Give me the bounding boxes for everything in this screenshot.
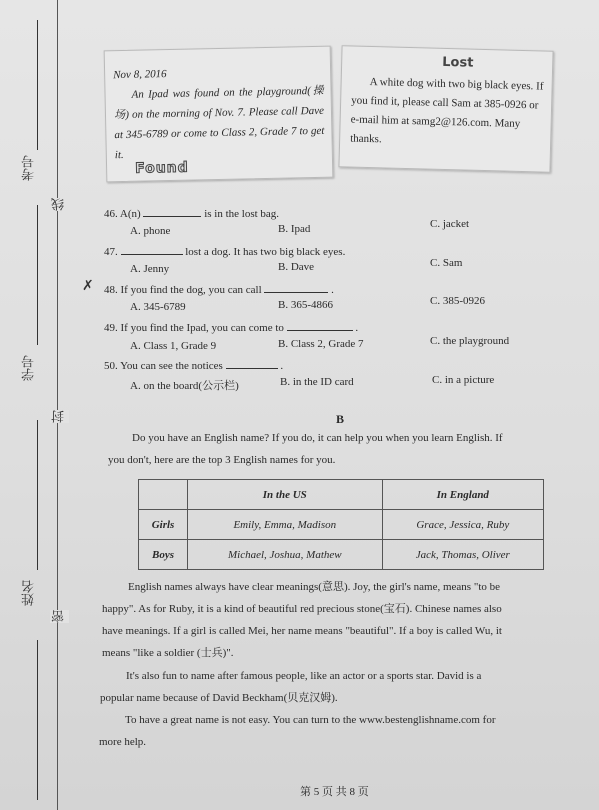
table-cell: Grace, Jessica, Ruby <box>382 510 543 540</box>
student-no-line <box>37 205 38 345</box>
option-c[interactable]: C. in a picture <box>432 374 495 386</box>
lost-notice-title: Lost <box>442 54 474 71</box>
question-number: 50. <box>104 360 118 372</box>
handwritten-correction-mark: ✗ <box>82 278 94 294</box>
option-c[interactable]: C. the playground <box>430 335 510 347</box>
question-number: 48. <box>104 284 118 296</box>
text-line: happy". As for Ruby, it is a kind of beautiful red precious stone(宝石). Chinese names also <box>102 603 502 615</box>
text-line: means "like a soldier (士兵)". <box>102 647 234 659</box>
question-48 <box>104 282 334 296</box>
names-table <box>138 479 544 570</box>
option-b[interactable]: B. in the ID card <box>280 376 354 388</box>
seal-char-line: 线 <box>52 198 67 211</box>
question-text-pre: If you find the dog, you can call <box>120 284 262 296</box>
option-c[interactable]: C. Sam <box>430 257 463 269</box>
text-line: you don't, here are the top 3 English names for you. <box>108 454 336 466</box>
question-text-post: is in the lost bag. <box>204 208 280 220</box>
seal-char-seal: 封 <box>52 410 67 423</box>
question-text-post: lost a dog. It has two big black eyes. <box>185 246 346 258</box>
seal-dashed-line <box>57 0 58 810</box>
exam-no-line <box>37 20 38 150</box>
seal-char-secret: 密 <box>52 610 67 623</box>
option-b[interactable]: B. 365-4866 <box>278 299 333 311</box>
question-number: 46. <box>104 208 118 220</box>
question-number: 49. <box>104 322 118 334</box>
option-b[interactable]: B. Ipad <box>278 223 311 235</box>
option-a[interactable]: A. Class 1, Grade 9 <box>130 340 217 352</box>
answer-blank[interactable] <box>143 206 201 217</box>
name-line <box>37 420 38 570</box>
question-text-post: . <box>355 322 359 334</box>
question-text-pre: A(n) <box>119 208 141 220</box>
found-notice-card <box>104 46 334 183</box>
option-c[interactable]: C. 385-0926 <box>430 295 485 307</box>
question-text-pre: If you find the Ipad, you can come to <box>120 322 284 334</box>
table-cell: Jack, Thomas, Oliver <box>382 540 543 570</box>
question-text-pre: You can see the notices <box>120 360 223 372</box>
help-paragraph <box>99 709 496 753</box>
lost-notice-body: A white dog with two big black eyes. If you find it, please call Sam at 385-0926 or e-mail him at samg2@126.com. Many thanks. <box>350 75 544 146</box>
meaning-paragraph <box>102 576 502 664</box>
option-a[interactable]: A. Jenny <box>130 263 170 275</box>
table-header-cell <box>139 480 188 510</box>
table-cell: Emily, Emma, Madison <box>188 510 383 540</box>
text-line: have meanings. If a girl is called Mei, her name means "beautiful". If a boy is called Wu, it <box>102 625 502 637</box>
text-line: It's also fun to name after famous people, like an actor or a sports star. David is a <box>126 670 482 682</box>
answer-blank[interactable] <box>287 320 353 331</box>
class-line <box>37 640 38 800</box>
answer-blank[interactable] <box>121 244 183 255</box>
question-46 <box>104 206 279 220</box>
table-header-row <box>139 480 544 510</box>
option-a[interactable]: A. phone <box>130 225 171 237</box>
option-b[interactable]: B. Class 2, Grade 7 <box>278 338 364 350</box>
option-a[interactable]: A. on the board(公示栏) <box>130 380 239 392</box>
answer-blank[interactable] <box>226 358 278 369</box>
page-footer: 第 5 页 共 8 页 <box>300 786 369 798</box>
name-label: 姓名 <box>22 580 37 606</box>
table-header-cell: In England <box>382 480 543 510</box>
found-notice-date: Nov 8, 2016 <box>113 68 167 82</box>
text-line: English names always have clear meanings(意思). Joy, the girl's name, means "to be <box>128 581 501 593</box>
question-49 <box>104 320 358 334</box>
binding-margin <box>0 0 95 810</box>
question-50 <box>104 358 283 372</box>
question-47 <box>104 244 345 258</box>
text-line: popular name because of David Beckham(贝克汉姆). <box>100 692 338 704</box>
intro-paragraph <box>108 427 503 471</box>
found-notice-text <box>113 61 325 165</box>
text-line: Do you have an English name? If you do, it can help you when you learn English. If <box>132 432 503 444</box>
famous-paragraph <box>100 665 481 709</box>
exam-no-label: 考号 <box>22 155 37 181</box>
option-b[interactable]: B. Dave <box>278 261 315 273</box>
table-header-cell: In the US <box>188 480 383 510</box>
question-text-post: . <box>331 284 334 296</box>
table-cell: Michael, Joshua, Mathew <box>188 540 383 570</box>
option-c[interactable]: C. jacket <box>430 218 470 230</box>
table-row <box>139 540 544 570</box>
text-line: To have a great name is not easy. You can turn to the www.bestenglishname.com for <box>125 714 496 726</box>
student-no-label: 学号 <box>22 355 37 381</box>
row-label: Boys <box>139 540 188 570</box>
found-notice-title: Found <box>134 159 189 177</box>
section-b-label: B <box>336 412 345 426</box>
question-text-post: . <box>280 360 284 372</box>
table-row <box>139 510 544 540</box>
question-number: 47. <box>104 246 118 258</box>
answer-blank[interactable] <box>264 282 328 293</box>
row-label: Girls <box>139 510 188 540</box>
lost-notice-card <box>338 45 553 173</box>
option-a[interactable]: A. 345-6789 <box>130 301 186 313</box>
found-notice-body: An Ipad was found on the playground(操场) on the morning of Nov. 7. Please call Dave at 345-6789 or come to Class 2, Grade 7 to get it. <box>113 84 325 162</box>
text-line: more help. <box>99 736 147 748</box>
